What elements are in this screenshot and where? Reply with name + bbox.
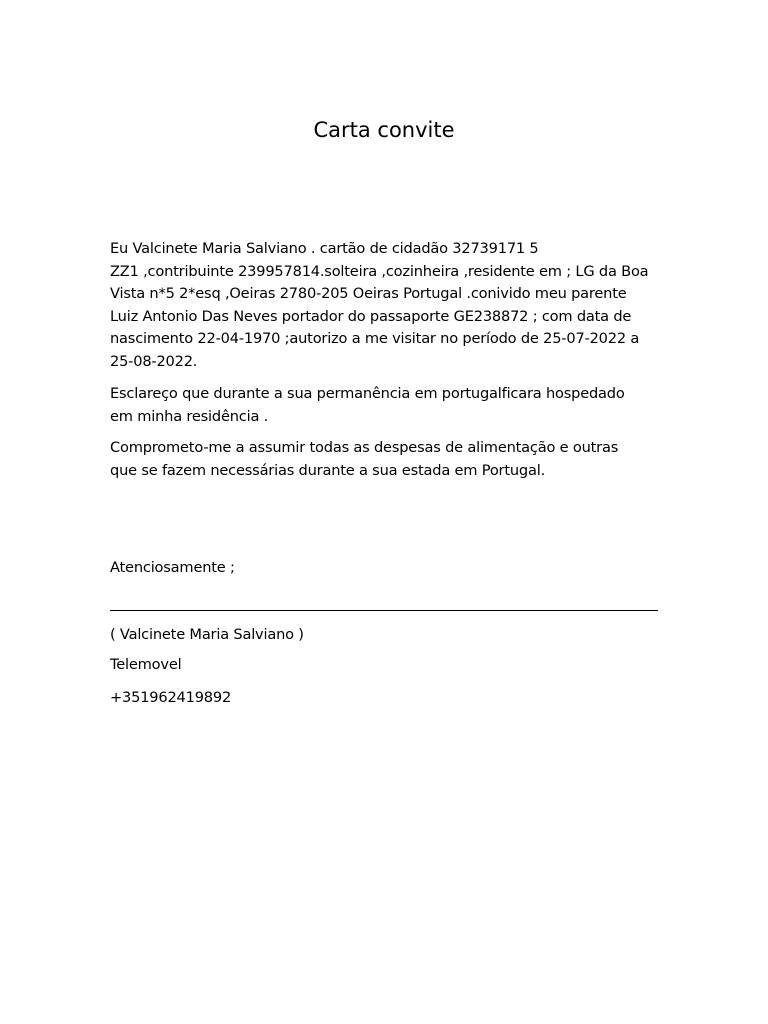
paragraph-line: Eu Valcinete Maria Salviano . cartão de cidadão 32739171 5 [110, 240, 539, 257]
paragraph-line: que se fazem necessárias durante a sua estada em Portugal. [110, 461, 546, 479]
paragraph-line: Luiz Antonio Das Neves portador do passaporte GE238872 ; com data de [110, 307, 632, 325]
paragraph-identity [110, 238, 670, 374]
paragraph-line: nascimento 22-04-1970 ;autorizo a me visitar no período de 25-07-2022 a [110, 330, 640, 348]
page-title: Carta convite [313, 118, 455, 142]
paragraph-line: ZZ1 ,contribuinte 239957814.solteira ,cozinheira ,residente em ; LG da Boa [110, 262, 649, 280]
paragraph-line: Esclareço que durante a sua permanência em portugalficara hospedado [110, 385, 625, 402]
paragraph-line: Vista n*5 2*esq ,Oeiras 2780-205 Oeiras Portugal .conivido meu parente [110, 285, 627, 303]
paragraph-line: em minha residência . [110, 407, 269, 425]
paragraph-line: Comprometo-me a assumir todas as despesas de alimentação e outras [110, 439, 619, 456]
phone-number: +351962419892 [110, 689, 232, 706]
paragraph-line: 25-08-2022. [110, 352, 198, 370]
paragraph-accommodation [110, 383, 670, 428]
phone-label: Telemovel [110, 656, 182, 673]
signature-line [110, 610, 658, 611]
paragraph-commitment [110, 437, 670, 482]
closing-salutation: Atenciosamente ; [110, 559, 235, 576]
signature-name: ( Valcinete Maria Salviano ) [110, 626, 304, 643]
